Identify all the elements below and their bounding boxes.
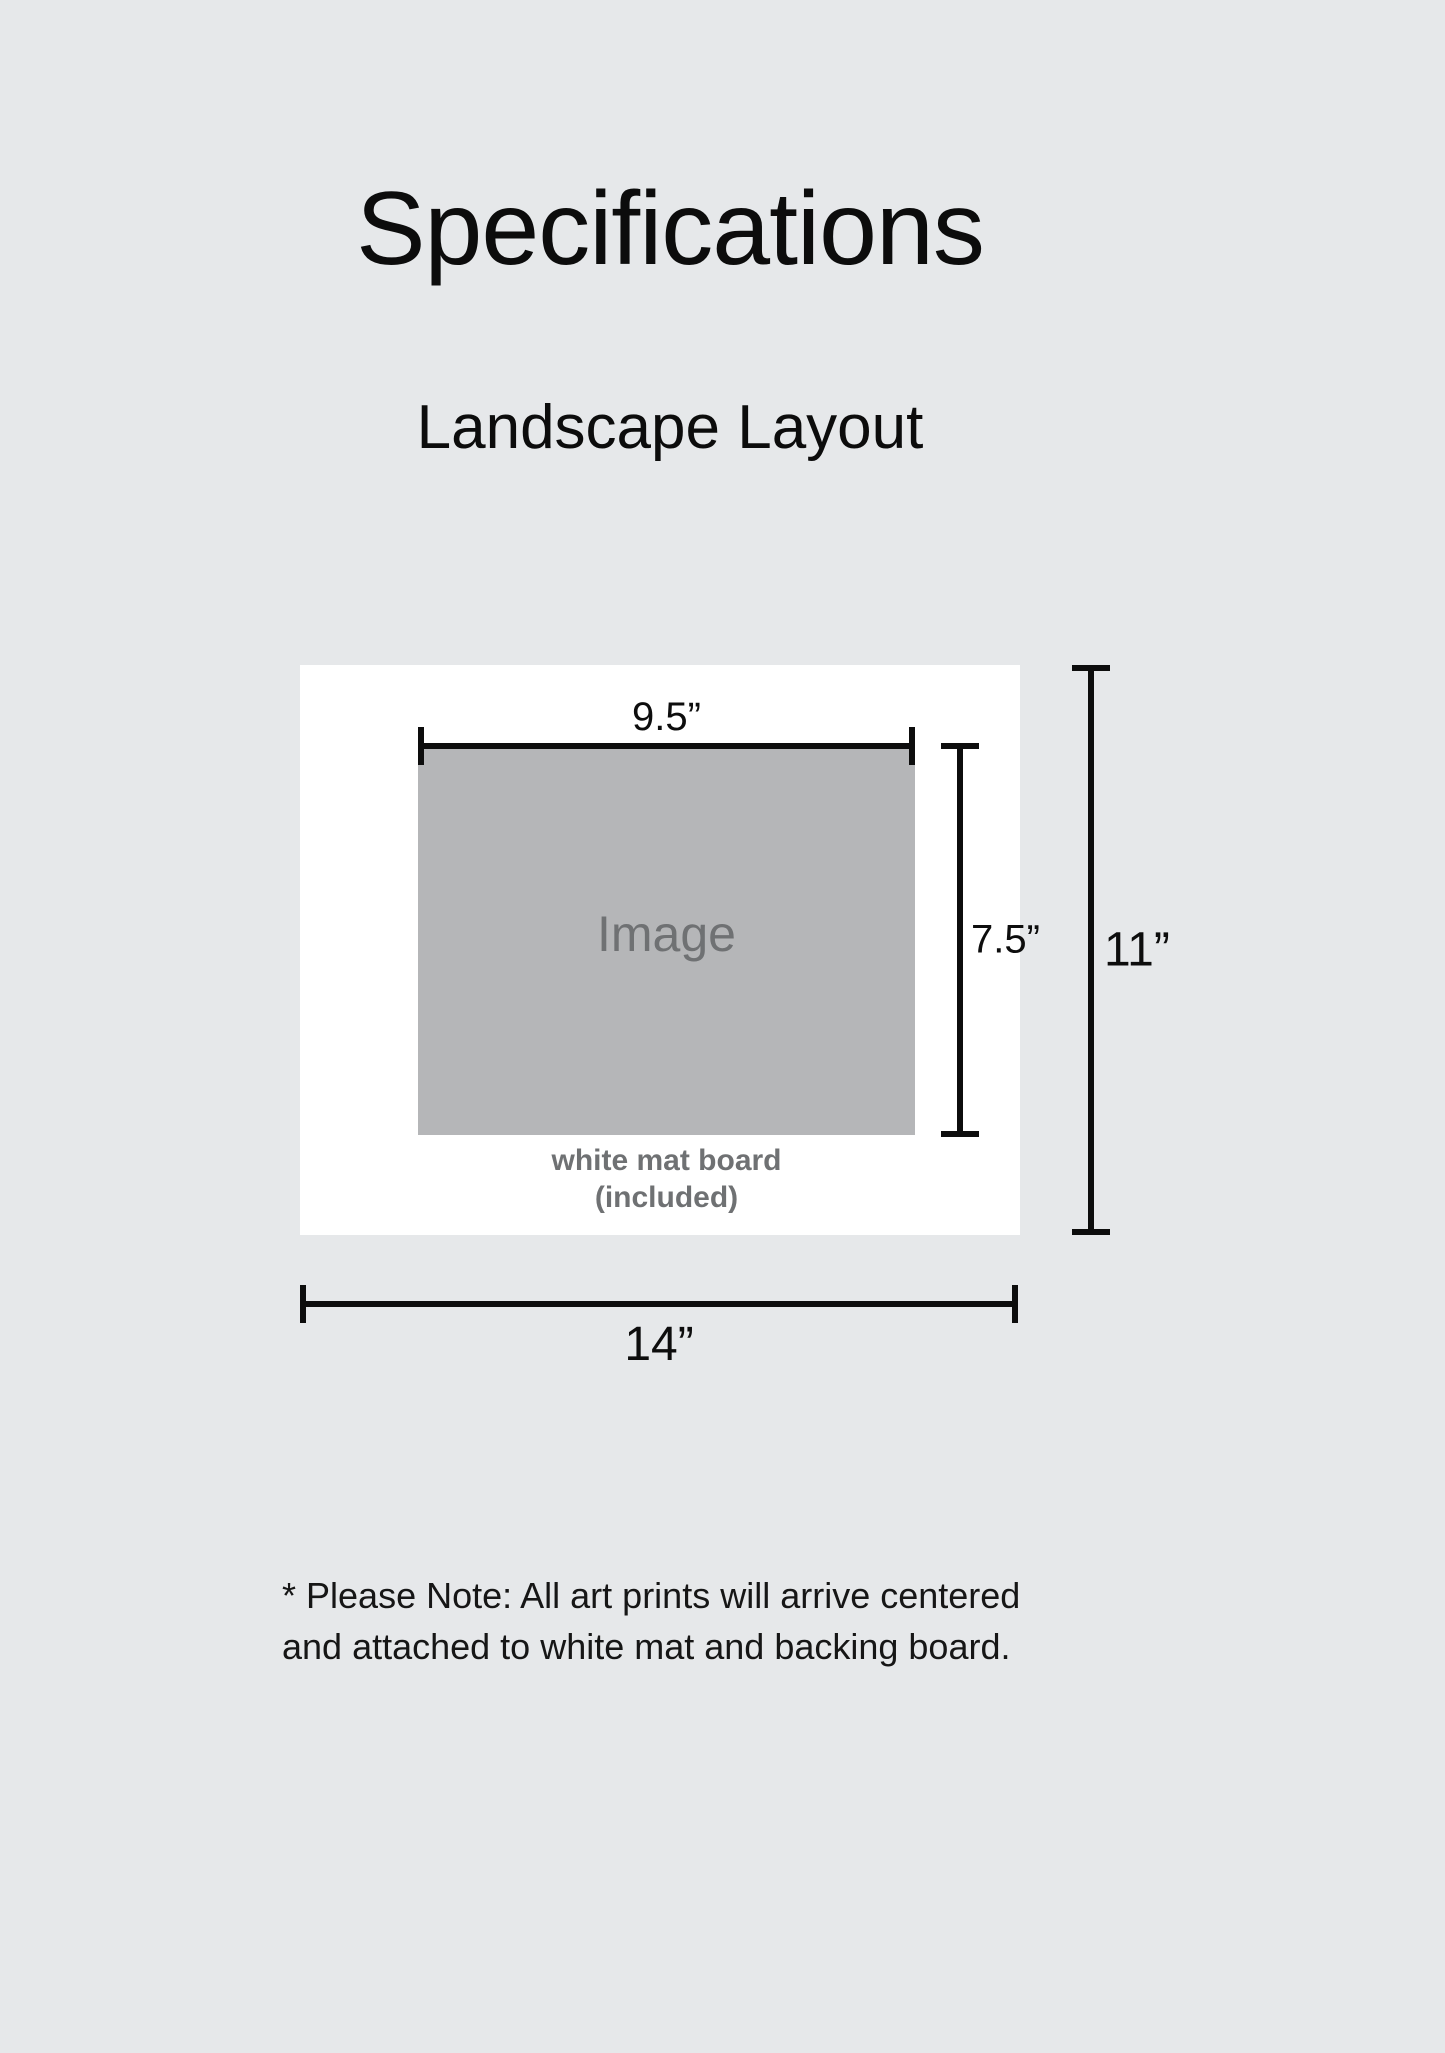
image-area-label: Image [597, 906, 736, 962]
footnote [282, 1570, 1182, 1672]
dimension-mat-height-label: 11” [1104, 923, 1170, 977]
dimension-line-horizontal [418, 743, 915, 749]
dimension-mat-width [300, 1265, 1018, 1375]
footnote-line1: * Please Note: All art prints will arrive centered [282, 1575, 1021, 1616]
footnote-line2: and attached to white mat and backing board. [282, 1626, 1011, 1668]
mat-board-caption [418, 1143, 915, 1216]
dimension-endcap-left [418, 727, 424, 765]
dimension-image-width [418, 695, 915, 753]
dimension-mat-width-label: 14” [624, 1318, 694, 1371]
dimension-image-height-label: 7.5” [971, 917, 1040, 962]
frame-diagram [300, 665, 1170, 1371]
image-area [418, 745, 915, 1135]
page-subtitle: Landscape Layout [416, 393, 924, 462]
dimension-mat-height [1018, 665, 1168, 1235]
page-title: Specifications [356, 171, 984, 287]
dimension-endcap-top [941, 743, 979, 749]
mat-board-caption-line2: (included) [594, 1180, 739, 1214]
dimension-endcap-bottom [941, 1131, 979, 1137]
dimension-endcap-top-outer [1072, 665, 1110, 671]
dimension-line-horizontal-outer [300, 1301, 1018, 1307]
dimension-image-height [915, 743, 1040, 1137]
dimension-image-width-label: 9.5” [632, 695, 701, 739]
dimension-line-vertical [957, 743, 963, 1137]
dimension-endcap-bottom-outer [1072, 1229, 1110, 1235]
mat-board-caption-line1: white mat board [551, 1144, 782, 1177]
dimension-line-vertical-outer [1088, 665, 1094, 1235]
